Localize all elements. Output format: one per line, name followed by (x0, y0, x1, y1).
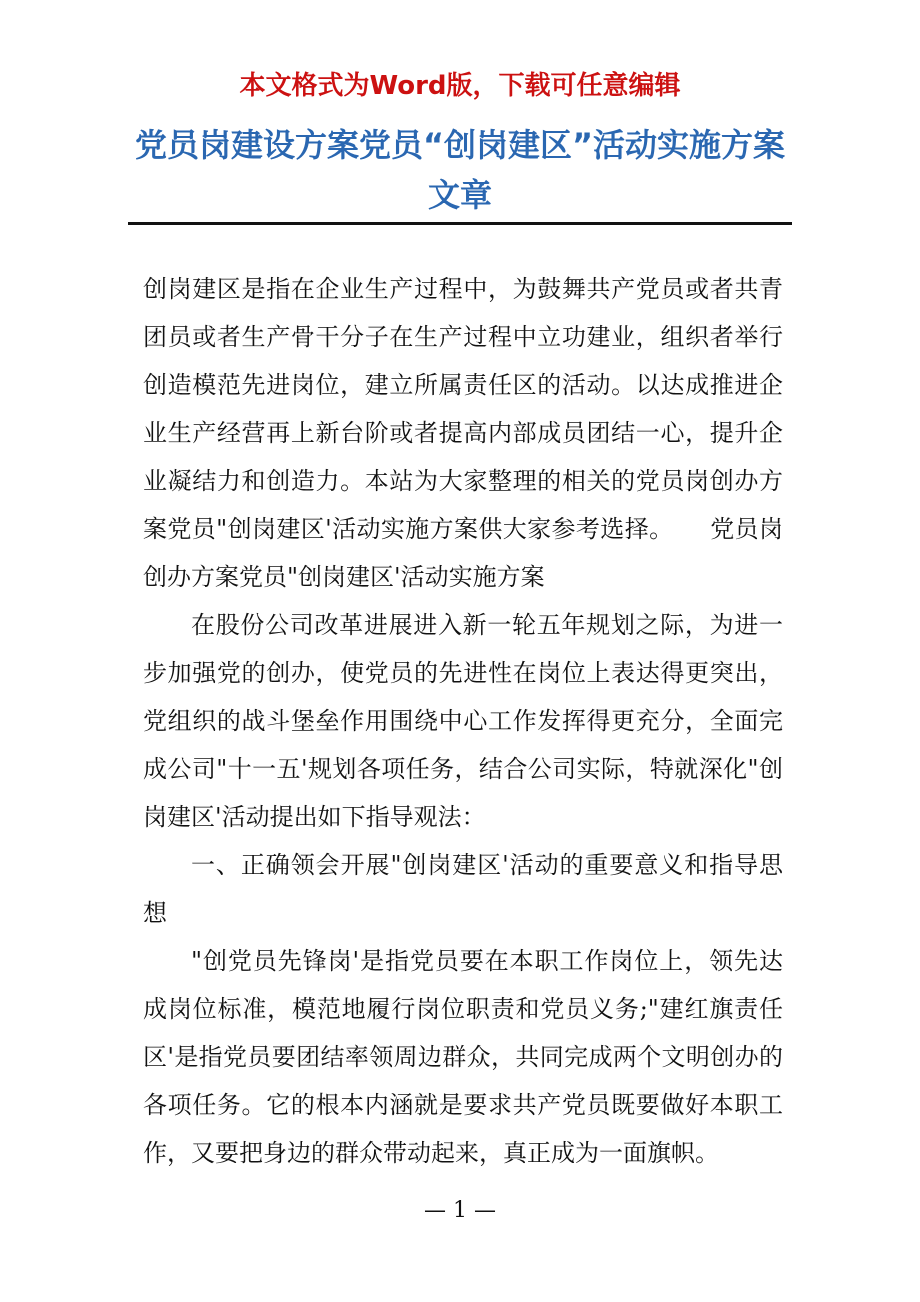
paragraph-background: 在股份公司改革进展进入新一轮五年规划之际，为进一步加强党的创办，使党员的先进性在岗位上表达得更突出，党组织的战斗堡垒作用围绕中心工作发挥得更充分，全面完成公司"十一五'规划各项任务，结合公司实际，特就深化"创岗建区'活动提出如下指导观法： (143, 611, 783, 831)
title-divider (128, 222, 792, 225)
paragraph-definition: "创党员先锋岗'是指党员要在本职工作岗位上，领先达成岗位标准，模范地履行岗位职责和党员义务;"建红旗责任区'是指党员要团结率领周边群众，共同完成两个文明创办的各项任务。它的根本内涵就是要求共产党员既要做好本职工作，又要把身边的群众带动起来，真正成为一面旗帜。 (143, 947, 783, 1167)
document-body (143, 265, 783, 1177)
page-number: — 1 — (424, 1198, 496, 1223)
format-notice: 本文格式为Word版，下载可任意编辑 (239, 71, 681, 101)
document-title: 党员岗建设方案党员“创岗建区”活动实施方案文章 (134, 126, 786, 214)
section-heading-1: 一、正确领会开展"创岗建区'活动的重要意义和指导思想 (143, 851, 783, 927)
paragraph-intro: 创岗建区是指在企业生产过程中，为鼓舞共产党员或者共青团员或者生产骨干分子在生产过程中立功建业，组织者举行创造模范先进岗位，建立所属责任区的活动。以达成推进企业生产经营再上新台阶或者提高内部成员团结一心，提升企业凝结力和创造力。本站为大家整理的相关的党员岗创办方案党员"创岗建区'活动实施方案供大家参考选择。 党员岗创办方案党员"创岗建区'活动实施方案 (143, 275, 783, 591)
